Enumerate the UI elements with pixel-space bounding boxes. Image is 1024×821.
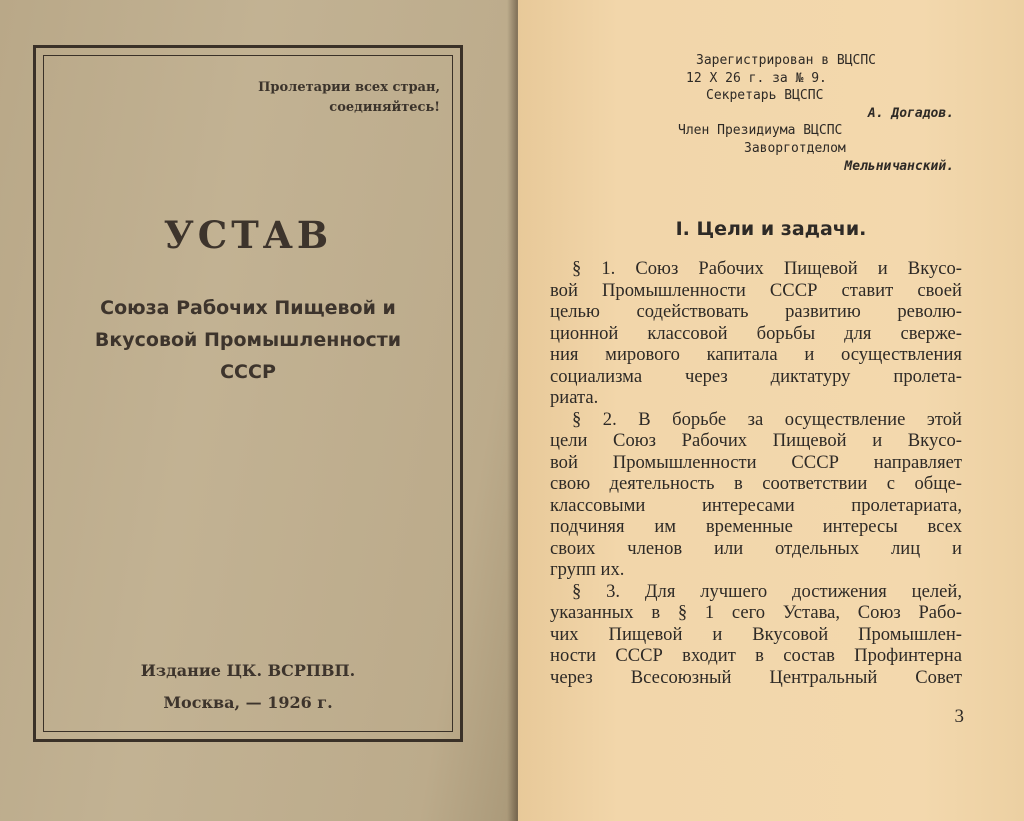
text-line: своих членов или отдельных лиц и bbox=[550, 537, 962, 559]
registration-note bbox=[668, 52, 968, 175]
text-line: групп их. bbox=[550, 559, 625, 580]
text-line: чих Пищевой и Вкусовой Промышлен- bbox=[550, 623, 962, 645]
text-line: подчиняя им временные интересы всех bbox=[550, 516, 962, 537]
place-year-line: Москва, — 1926 г. bbox=[163, 693, 333, 712]
subtitle-line-3: СССР bbox=[220, 361, 276, 383]
registration-line-5: Член Президиума ВЦСПС bbox=[678, 123, 843, 139]
text-line: риата. bbox=[550, 387, 599, 408]
registration-line-3: Секретарь ВЦСПС bbox=[706, 88, 824, 104]
text-line: социализма через диктатуру пролета- bbox=[550, 365, 962, 387]
registration-line-6: Заворготделом bbox=[744, 140, 846, 156]
text-page bbox=[518, 0, 1024, 821]
text-line: через Всесоюзный Центральный Совет bbox=[550, 666, 962, 688]
text-line: классовыми интересами пролетариата, bbox=[550, 494, 962, 516]
text-line: § 1. Союз Рабочих Пищевой и Вкусо- bbox=[572, 258, 962, 279]
section-heading: I. Цели и задачи. bbox=[675, 218, 867, 240]
cover-frame-inner bbox=[43, 55, 453, 732]
motto-line-2: соединяйтесь! bbox=[329, 100, 440, 115]
text-line: цели Союз Рабочих Пищевой и Вкусо- bbox=[550, 430, 962, 451]
registration-line-4: А. Догадов. bbox=[867, 105, 954, 121]
registration-line-2: 12 Х 26 г. за № 9. bbox=[686, 70, 827, 86]
text-line: ционной классовой борьбы для сверже- bbox=[550, 322, 962, 344]
cover-subtitle bbox=[43, 292, 453, 388]
cover-motto bbox=[140, 78, 440, 118]
text-line: указанных в § 1 сего Устава, Союз Рабо- bbox=[550, 602, 962, 623]
registration-line-1: Зарегистрирован в ВЦСПС bbox=[696, 53, 877, 68]
motto-line-1: Пролетарии всех стран, bbox=[258, 80, 440, 95]
subtitle-line-1: Союза Рабочих Пищевой и bbox=[100, 297, 396, 319]
text-line: свою деятельность в соответствии с обще- bbox=[550, 473, 962, 494]
text-line: целью содействовать развитию револю- bbox=[550, 301, 962, 322]
cover-title: УСТАВ bbox=[163, 213, 333, 257]
text-line: § 2. В борьбе за осуществление этой bbox=[572, 408, 962, 430]
subtitle-line-2: Вкусовой Промышленности bbox=[94, 329, 402, 351]
text-line: вой Промышленности СССР ставит своей bbox=[550, 279, 962, 301]
registration-line-7: Мельничанский. bbox=[844, 158, 954, 174]
body-text bbox=[550, 258, 962, 688]
page-number: 3 bbox=[954, 706, 964, 727]
text-line: ности СССР входит в состав Профинтерна bbox=[550, 645, 962, 666]
text-line: ния мирового капитала и осуществления bbox=[550, 344, 962, 365]
text-line: вой Промышленности СССР направляет bbox=[550, 451, 962, 473]
publisher-line: Издание ЦК. ВСРПВП. bbox=[140, 661, 356, 680]
text-line: § 3. Для лучшего достижения целей, bbox=[572, 580, 962, 602]
cover-publisher bbox=[43, 655, 453, 719]
